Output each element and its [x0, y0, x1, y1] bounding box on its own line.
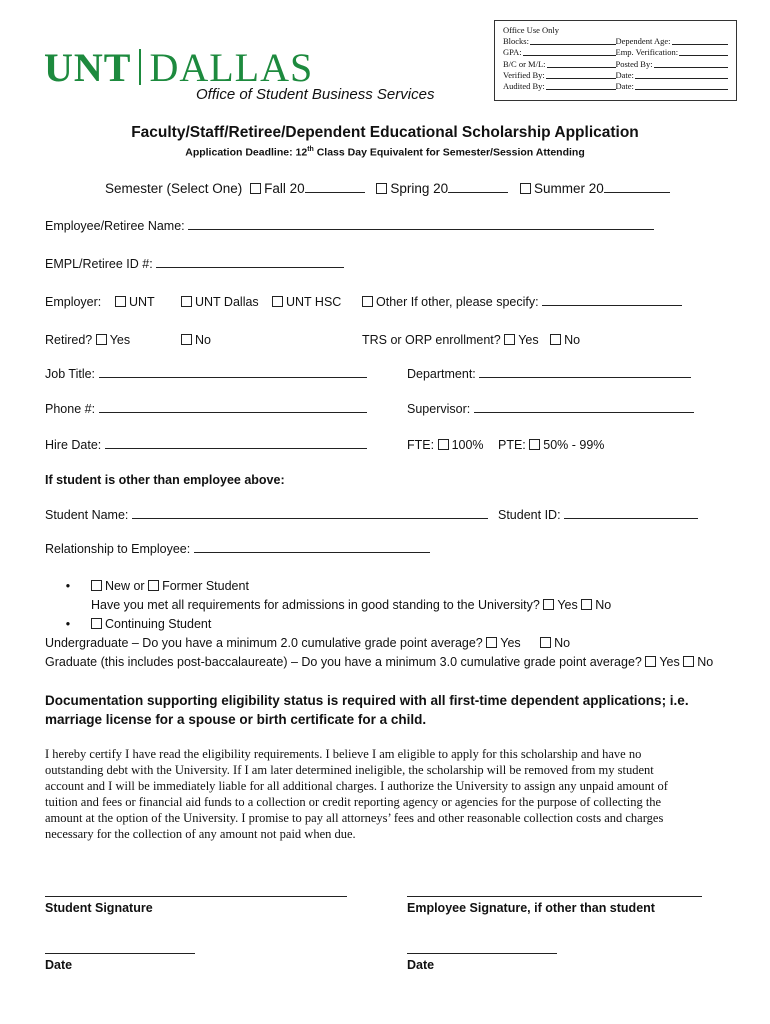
relationship-row — [45, 542, 430, 556]
spring-label: Spring 20 — [390, 181, 449, 196]
pte-row — [498, 438, 604, 452]
other-specify-field[interactable] — [542, 295, 682, 306]
employee-signature-line[interactable] — [407, 896, 702, 897]
office-use-label: GPA: — [503, 47, 522, 58]
fte-checkbox[interactable] — [438, 439, 449, 450]
hire-date-field[interactable] — [105, 438, 367, 449]
other-checkbox[interactable] — [362, 296, 373, 307]
trs-no-checkbox[interactable] — [550, 334, 561, 345]
application-deadline — [0, 146, 770, 159]
student-id-field[interactable] — [564, 508, 698, 519]
undergrad-yes-label: Yes — [500, 636, 521, 650]
deadline-sup: th — [307, 146, 314, 153]
retired-yes-label: Yes — [109, 333, 131, 347]
unt-dallas-label: UNT Dallas — [195, 295, 259, 309]
trs-yes-checkbox[interactable] — [504, 334, 515, 345]
office-use-blank[interactable] — [546, 70, 616, 79]
grad-no-checkbox[interactable] — [683, 656, 694, 667]
office-use-label: Blocks: — [503, 36, 529, 47]
office-use-blank[interactable] — [635, 70, 728, 79]
continuing-checkbox[interactable] — [91, 618, 102, 629]
fte-value: 100% — [451, 438, 484, 452]
student-id-row — [498, 508, 698, 522]
unt-checkbox[interactable] — [115, 296, 126, 307]
pte-checkbox[interactable] — [529, 439, 540, 450]
office-use-title: Office Use Only — [503, 25, 560, 35]
student-date-label: Date — [45, 958, 73, 972]
office-use-label: Verified By: — [503, 69, 545, 80]
spring-checkbox[interactable] — [376, 183, 387, 194]
admission-no-label: No — [595, 598, 612, 612]
office-use-label: Date: — [615, 69, 634, 80]
documentation-notice: Documentation supporting eligibility status is required with all first-time dependent applications; i.e. marriage license for a spouse or birth certificate for a child. — [45, 693, 689, 727]
office-use-label: B/C or M/L: — [503, 58, 546, 69]
trs-no-label: No — [564, 333, 581, 347]
retired-no — [181, 333, 211, 347]
employer-unt-hsc — [272, 295, 341, 309]
hire-date-row — [45, 438, 367, 452]
grad-no-label: No — [697, 655, 714, 669]
job-title-label: Job Title: — [45, 367, 96, 381]
retired-row — [45, 333, 130, 347]
office-use-box — [494, 20, 737, 101]
undergrad-row — [45, 636, 570, 650]
employee-signature-label: Employee Signature, if other than student — [407, 901, 655, 915]
office-use-blank[interactable] — [654, 59, 728, 68]
summer-year-field[interactable] — [604, 182, 670, 193]
unt-dallas-checkbox[interactable] — [181, 296, 192, 307]
undergrad-no-checkbox[interactable] — [540, 637, 551, 648]
office-use-label: Audited By: — [503, 81, 545, 92]
bullet: • — [65, 579, 71, 593]
hire-date-label: Hire Date: — [45, 438, 102, 452]
office-name: Office of Student Business Services — [196, 86, 435, 103]
bullet: • — [65, 617, 71, 631]
employee-date-label: Date — [407, 958, 435, 972]
office-use-label: Dependent Age: — [615, 36, 671, 47]
empl-id-field[interactable] — [156, 257, 344, 268]
continuing-row — [45, 617, 211, 631]
unt-hsc-label: UNT HSC — [286, 295, 342, 309]
office-use-blank[interactable] — [635, 81, 728, 90]
office-use-blank[interactable] — [672, 36, 729, 45]
unt-hsc-checkbox[interactable] — [272, 296, 283, 307]
department-label: Department: — [407, 367, 476, 381]
job-title-field[interactable] — [99, 367, 367, 378]
continuing-label: Continuing Student — [105, 617, 212, 631]
job-title-row — [45, 367, 367, 381]
student-name-label: Student Name: — [45, 508, 129, 522]
employee-name-label: Employee/Retiree Name: — [45, 219, 185, 233]
trs-label: TRS or ORP enrollment? — [362, 333, 501, 347]
phone-label: Phone #: — [45, 402, 96, 416]
relationship-field[interactable] — [194, 542, 430, 553]
fall-label: Fall 20 — [264, 181, 305, 196]
unt-dallas-logo — [44, 44, 314, 90]
new-or-label: New or — [105, 579, 145, 593]
semester-label: Semester (Select One) — [105, 181, 243, 196]
pte-label: PTE: — [498, 438, 526, 452]
spring-year-field[interactable] — [448, 182, 508, 193]
office-use-blank[interactable] — [530, 36, 616, 45]
admission-question: Have you met all requirements for admissions in good standing to the University? — [91, 598, 540, 612]
retired-yes-checkbox[interactable] — [96, 334, 107, 345]
office-use-blank[interactable] — [679, 47, 728, 56]
logo-divider — [139, 49, 141, 85]
admission-yes-checkbox[interactable] — [543, 599, 554, 610]
retired-no-checkbox[interactable] — [181, 334, 192, 345]
form-title: Faculty/Staff/Retiree/Dependent Educational Scholarship Application — [131, 124, 639, 141]
office-use-blank[interactable] — [547, 59, 616, 68]
semester-row — [105, 181, 670, 196]
unt-label: UNT — [129, 295, 155, 309]
empl-id-row — [45, 257, 344, 271]
logo-dallas-text: DALLAS — [149, 45, 314, 90]
undergrad-question: Undergraduate – Do you have a minimum 2.0 cumulative grade point average? — [45, 636, 483, 650]
deadline-text-end: Class Day Equivalent for Semester/Session Attending — [313, 146, 585, 159]
former-checkbox[interactable] — [148, 580, 159, 591]
employer-unt-dallas — [181, 295, 259, 309]
student-section-heading: If student is other than employee above: — [45, 473, 285, 487]
retired-label: Retired? — [45, 333, 93, 347]
relationship-label: Relationship to Employee: — [45, 542, 191, 556]
office-use-blank[interactable] — [546, 81, 616, 90]
office-use-label: Date: — [615, 81, 634, 92]
grad-question: Graduate (this includes post-baccalaureate) – Do you have a minimum 3.0 cumulative grade point average? — [45, 655, 642, 669]
student-date-line[interactable] — [45, 953, 195, 954]
employee-date-line[interactable] — [407, 953, 557, 954]
pte-value: 50% - 99% — [543, 438, 605, 452]
fall-checkbox[interactable] — [250, 183, 261, 194]
name-row — [45, 219, 654, 233]
department-field[interactable] — [479, 367, 691, 378]
new-checkbox[interactable] — [91, 580, 102, 591]
trs-row — [362, 333, 580, 347]
logo-unt-text: UNT — [44, 45, 132, 90]
fte-row — [407, 438, 484, 452]
grad-row — [45, 655, 713, 669]
student-signature-label: Student Signature — [45, 901, 153, 915]
former-label: Former Student — [162, 579, 249, 593]
empl-id-label: EMPL/Retiree ID #: — [45, 257, 153, 271]
other-label: Other If other, please specify: — [376, 295, 539, 309]
office-use-blank[interactable] — [523, 47, 616, 56]
deadline-text: Application Deadline: 12 — [185, 146, 308, 159]
student-name-row — [45, 508, 488, 522]
supervisor-row — [407, 402, 694, 416]
grad-yes-checkbox[interactable] — [645, 656, 656, 667]
admission-row — [91, 598, 611, 612]
summer-checkbox[interactable] — [520, 183, 531, 194]
phone-field[interactable] — [99, 402, 367, 413]
supervisor-label: Supervisor: — [407, 402, 471, 416]
employer-other — [362, 295, 682, 309]
phone-row — [45, 402, 367, 416]
student-signature-line[interactable] — [45, 896, 347, 897]
office-use-label: Posted By: — [615, 58, 653, 69]
admission-yes-label: Yes — [557, 598, 578, 612]
employer-label: Employer: — [45, 295, 102, 309]
retired-no-label: No — [195, 333, 211, 347]
new-former-row — [45, 579, 249, 593]
fall-year-field[interactable] — [305, 182, 365, 193]
grad-yes-label: Yes — [659, 655, 680, 669]
student-id-label: Student ID: — [498, 508, 561, 522]
employee-name-field[interactable] — [188, 219, 654, 230]
summer-label: Summer 20 — [533, 181, 604, 196]
trs-yes-label: Yes — [518, 333, 539, 347]
admission-no-checkbox[interactable] — [581, 599, 592, 610]
supervisor-field[interactable] — [474, 402, 694, 413]
employer-unt — [115, 295, 155, 309]
fte-label: FTE: — [407, 438, 435, 452]
undergrad-yes-checkbox[interactable] — [486, 637, 497, 648]
department-row — [407, 367, 691, 381]
office-use-label: Emp. Verification: — [615, 47, 679, 58]
student-name-field[interactable] — [132, 508, 488, 519]
certification-statement: I hereby certify I have read the eligibility requirements. I believe I am eligible to apply for this scholarship and have no outstanding debt with the University. If I am later determined ineligible, the scholarship will be removed from my student account and I will be immediately liable for all additional charges. I authorize the University to assign any unpaid amount of tuition and fees or financial aid funds to a collection or credit reporting agency or agencies for the purpose of collecting the amount at the option of the University. I promise to pay all attorneys’ fees and other reasonable collection costs and charges necessary for the collection of any amount not paid when due. — [45, 747, 668, 841]
undergrad-no-label: No — [554, 636, 571, 650]
